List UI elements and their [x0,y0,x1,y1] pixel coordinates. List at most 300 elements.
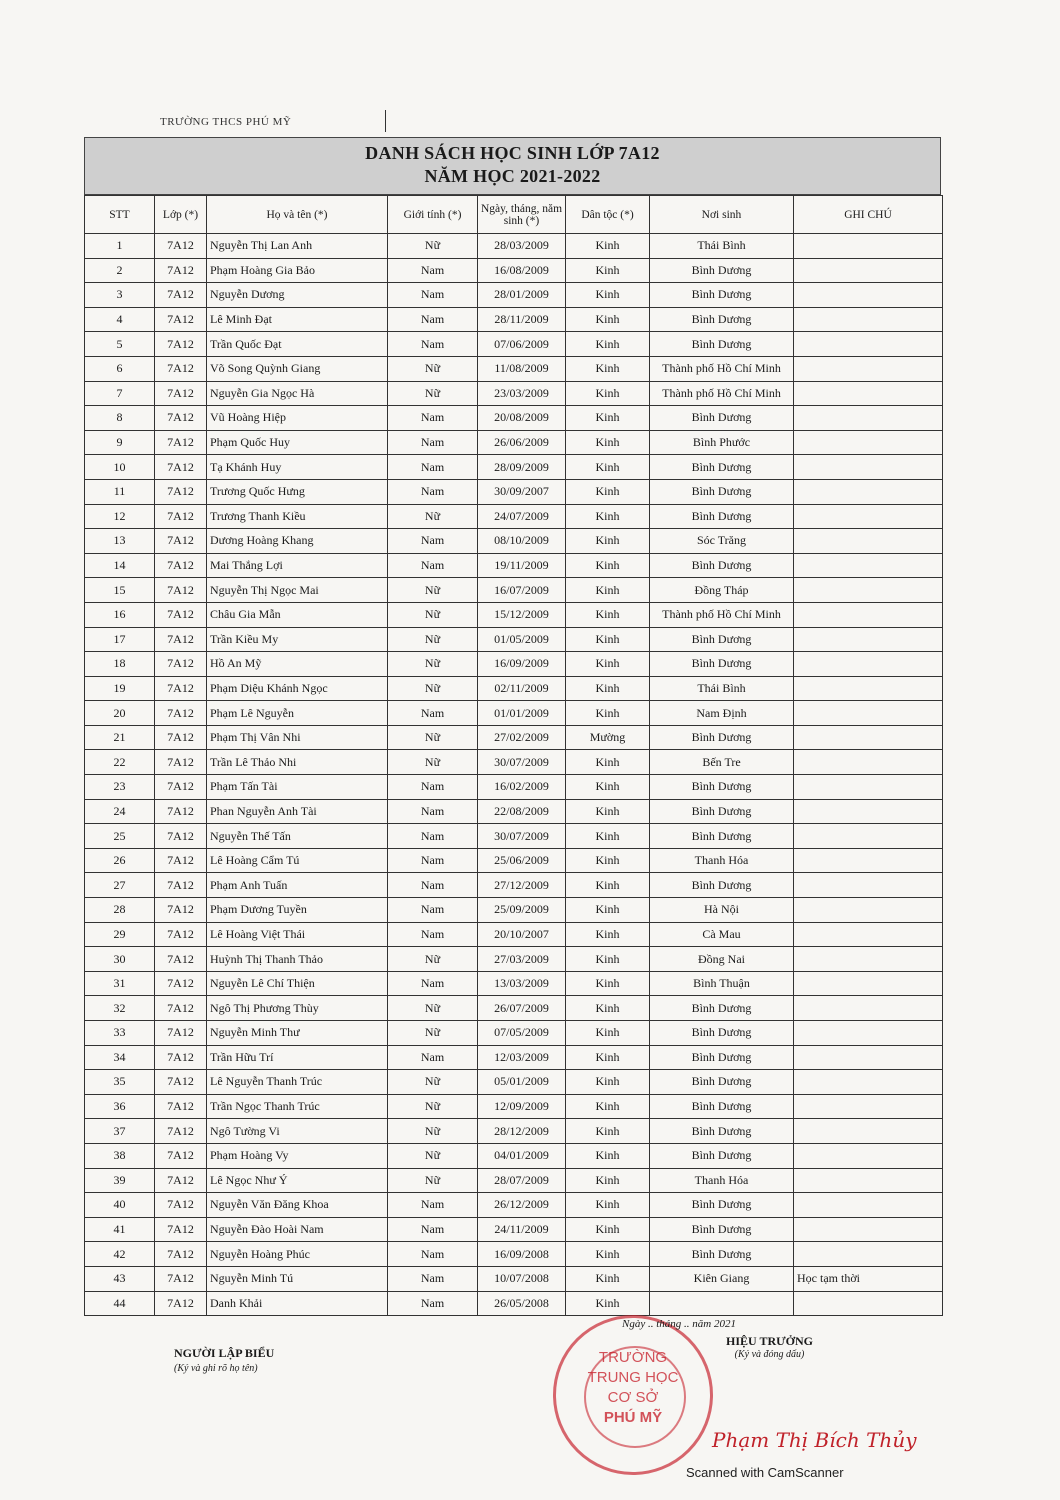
table-row [85,775,943,800]
ethnicity-cell: Kinh [566,1045,650,1070]
table-row [85,332,943,357]
note-cell [794,258,943,283]
stt-cell: 8 [85,406,155,431]
birthplace-cell: Bình Dương [650,996,794,1021]
birthplace-cell: Thái Bình [650,234,794,259]
column-header: Họ và tên (*) [207,196,388,234]
dob-cell: 10/07/2008 [478,1266,566,1291]
birthplace-cell: Bình Dương [650,332,794,357]
birthplace-cell [650,1291,794,1316]
class-cell: 7A12 [155,1291,207,1316]
birthplace-cell: Nam Định [650,701,794,726]
dob-cell: 30/09/2007 [478,479,566,504]
name-cell: Ngô Thị Phương Thùy [207,996,388,1021]
principal-signature-name: Phạm Thị Bích Thủy [712,1428,917,1452]
table-row [85,406,943,431]
class-cell: 7A12 [155,504,207,529]
stt-cell: 36 [85,1094,155,1119]
principal-block [726,1334,813,1360]
stt-cell: 44 [85,1291,155,1316]
gender-cell: Nữ [388,1094,478,1119]
class-cell: 7A12 [155,1045,207,1070]
gender-cell: Nam [388,1266,478,1291]
stt-cell: 12 [85,504,155,529]
stt-cell: 5 [85,332,155,357]
dob-cell: 16/09/2008 [478,1242,566,1267]
birthplace-cell: Bình Dương [650,1193,794,1218]
stt-cell: 39 [85,1168,155,1193]
ethnicity-cell: Kinh [566,947,650,972]
ethnicity-cell: Kinh [566,529,650,554]
gender-cell: Nữ [388,652,478,677]
class-cell: 7A12 [155,676,207,701]
gender-cell: Nam [388,1291,478,1316]
class-cell: 7A12 [155,258,207,283]
stt-cell: 19 [85,676,155,701]
note-cell [794,529,943,554]
student-table [84,195,943,1316]
birthplace-cell: Thành phố Hồ Chí Minh [650,381,794,406]
dob-cell: 02/11/2009 [478,676,566,701]
birthplace-cell: Thái Bình [650,676,794,701]
column-header: Lớp (*) [155,196,207,234]
gender-cell: Nam [388,873,478,898]
table-row [85,455,943,480]
class-cell: 7A12 [155,1143,207,1168]
note-cell [794,701,943,726]
preparer-title: NGƯỜI LẬP BIỂU [174,1346,275,1360]
birthplace-cell: Bình Dương [650,1094,794,1119]
dob-cell: 30/07/2009 [478,750,566,775]
dob-cell: 26/07/2009 [478,996,566,1021]
note-cell [794,504,943,529]
table-row [85,430,943,455]
class-cell: 7A12 [155,430,207,455]
document-subtitle: NĂM HỌC 2021-2022 [424,166,601,186]
stt-cell: 23 [85,775,155,800]
class-cell: 7A12 [155,1168,207,1193]
name-cell: Châu Gia Mẫn [207,602,388,627]
name-cell: Lê Minh Đạt [207,307,388,332]
date-line: Ngày .. tháng .. năm 2021 [622,1318,736,1330]
birthplace-cell: Bình Dương [650,652,794,677]
table-row [85,652,943,677]
ethnicity-cell: Kinh [566,898,650,923]
ethnicity-cell: Kinh [566,332,650,357]
birthplace-cell: Thanh Hóa [650,1168,794,1193]
ethnicity-cell: Kinh [566,1119,650,1144]
table-row [85,234,943,259]
gender-cell: Nam [388,848,478,873]
birthplace-cell: Bình Thuận [650,971,794,996]
gender-cell: Nam [388,283,478,308]
note-cell [794,553,943,578]
birthplace-cell: Sóc Trăng [650,529,794,554]
ethnicity-cell: Kinh [566,1094,650,1119]
gender-cell: Nữ [388,627,478,652]
gender-cell: Nam [388,799,478,824]
table-header-row [85,196,943,234]
stamp-line: PHÚ MỸ [603,1409,663,1426]
dob-cell: 26/12/2009 [478,1193,566,1218]
stt-cell: 7 [85,381,155,406]
class-cell: 7A12 [155,455,207,480]
table-row [85,1217,943,1242]
name-cell: Phạm Thị Vân Nhi [207,725,388,750]
table-row [85,1045,943,1070]
gender-cell: Nữ [388,1119,478,1144]
dob-cell: 01/05/2009 [478,627,566,652]
birthplace-cell: Bình Dương [650,1119,794,1144]
table-row [85,701,943,726]
note-cell [794,922,943,947]
stt-cell: 24 [85,799,155,824]
stt-cell: 10 [85,455,155,480]
stt-cell: 33 [85,1021,155,1046]
note-cell [794,578,943,603]
stt-cell: 20 [85,701,155,726]
principal-note: (Ký và đóng dấu) [734,1349,805,1360]
gender-cell: Nam [388,553,478,578]
stt-cell: 40 [85,1193,155,1218]
dob-cell: 28/07/2009 [478,1168,566,1193]
ethnicity-cell: Kinh [566,775,650,800]
gender-cell: Nam [388,1045,478,1070]
birthplace-cell: Bình Dương [650,1217,794,1242]
gender-cell: Nam [388,455,478,480]
table-row [85,922,943,947]
ethnicity-cell: Kinh [566,234,650,259]
stt-cell: 3 [85,283,155,308]
note-cell [794,1045,943,1070]
gender-cell: Nữ [388,504,478,529]
table-row [85,504,943,529]
stt-cell: 31 [85,971,155,996]
ethnicity-cell: Kinh [566,799,650,824]
name-cell: Nguyễn Minh Tú [207,1266,388,1291]
dob-cell: 08/10/2009 [478,529,566,554]
stt-cell: 15 [85,578,155,603]
table-row [85,873,943,898]
birthplace-cell: Bình Phước [650,430,794,455]
gender-cell: Nữ [388,1021,478,1046]
birthplace-cell: Bình Dương [650,1242,794,1267]
divider [385,110,386,132]
dob-cell: 16/09/2009 [478,652,566,677]
ethnicity-cell: Kinh [566,602,650,627]
name-cell: Lê Hoàng Cẩm Tú [207,848,388,873]
stt-cell: 34 [85,1045,155,1070]
note-cell [794,971,943,996]
ethnicity-cell: Kinh [566,750,650,775]
note-cell [794,479,943,504]
class-cell: 7A12 [155,1266,207,1291]
note-cell [794,1217,943,1242]
class-cell: 7A12 [155,701,207,726]
table-row [85,602,943,627]
class-cell: 7A12 [155,283,207,308]
gender-cell: Nữ [388,947,478,972]
birthplace-cell: Bình Dương [650,799,794,824]
note-cell [794,676,943,701]
gender-cell: Nam [388,922,478,947]
dob-cell: 15/12/2009 [478,602,566,627]
column-header: Nơi sinh [650,196,794,234]
ethnicity-cell: Kinh [566,1143,650,1168]
birthplace-cell: Đồng Tháp [650,578,794,603]
gender-cell: Nam [388,479,478,504]
stt-cell: 25 [85,824,155,849]
note-cell [794,1168,943,1193]
school-stamp [553,1315,713,1475]
class-cell: 7A12 [155,1242,207,1267]
gender-cell: Nữ [388,381,478,406]
note-cell [794,1070,943,1095]
dob-cell: 25/06/2009 [478,848,566,873]
ethnicity-cell: Kinh [566,381,650,406]
dob-cell: 16/08/2009 [478,258,566,283]
dob-cell: 28/01/2009 [478,283,566,308]
note-cell [794,775,943,800]
class-cell: 7A12 [155,750,207,775]
note-cell [794,1119,943,1144]
class-cell: 7A12 [155,848,207,873]
principal-title: HIỆU TRƯỞNG [726,1334,814,1348]
class-cell: 7A12 [155,1217,207,1242]
dob-cell: 20/10/2007 [478,922,566,947]
gender-cell: Nam [388,258,478,283]
birthplace-cell: Bình Dương [650,504,794,529]
name-cell: Lê Ngọc Như Ý [207,1168,388,1193]
dob-cell: 13/03/2009 [478,971,566,996]
class-cell: 7A12 [155,381,207,406]
gender-cell: Nam [388,332,478,357]
birthplace-cell: Bình Dương [650,873,794,898]
class-cell: 7A12 [155,1094,207,1119]
birthplace-cell: Bình Dương [650,1021,794,1046]
name-cell: Trần Quốc Đạt [207,332,388,357]
class-cell: 7A12 [155,406,207,431]
table-row [85,529,943,554]
name-cell: Danh Khải [207,1291,388,1316]
note-cell [794,1021,943,1046]
class-cell: 7A12 [155,922,207,947]
gender-cell: Nam [388,775,478,800]
gender-cell: Nam [388,898,478,923]
gender-cell: Nam [388,307,478,332]
stt-cell: 17 [85,627,155,652]
class-cell: 7A12 [155,1193,207,1218]
dob-cell: 28/03/2009 [478,234,566,259]
table-row [85,1119,943,1144]
birthplace-cell: Bình Dương [650,258,794,283]
class-cell: 7A12 [155,898,207,923]
class-cell: 7A12 [155,529,207,554]
table-row [85,1193,943,1218]
note-cell [794,652,943,677]
note-cell [794,824,943,849]
note-cell [794,602,943,627]
table-row [85,898,943,923]
ethnicity-cell: Kinh [566,1242,650,1267]
gender-cell: Nam [388,701,478,726]
class-cell: 7A12 [155,1021,207,1046]
gender-cell: Nữ [388,750,478,775]
ethnicity-cell: Kinh [566,1266,650,1291]
ethnicity-cell: Kinh [566,479,650,504]
stt-cell: 1 [85,234,155,259]
name-cell: Phan Nguyễn Anh Tài [207,799,388,824]
ethnicity-cell: Kinh [566,922,650,947]
name-cell: Phạm Dương Tuyền [207,898,388,923]
table-row [85,1291,943,1316]
gender-cell: Nữ [388,725,478,750]
class-cell: 7A12 [155,1119,207,1144]
class-cell: 7A12 [155,873,207,898]
table-row [85,799,943,824]
column-header: Ngày, tháng, năm sinh (*) [478,196,566,234]
scanner-watermark: Scanned with CamScanner [686,1465,844,1480]
birthplace-cell: Bình Dương [650,1143,794,1168]
dob-cell: 27/03/2009 [478,947,566,972]
ethnicity-cell: Kinh [566,652,650,677]
note-cell [794,1291,943,1316]
table-row [85,725,943,750]
table-row [85,676,943,701]
birthplace-cell: Thành phố Hồ Chí Minh [650,602,794,627]
table-row [85,627,943,652]
preparer-note: (Ký và ghi rõ họ tên) [174,1363,258,1374]
dob-cell: 19/11/2009 [478,553,566,578]
ethnicity-cell: Kinh [566,553,650,578]
ethnicity-cell: Kinh [566,283,650,308]
birthplace-cell: Bến Tre [650,750,794,775]
name-cell: Nguyễn Đào Hoài Nam [207,1217,388,1242]
class-cell: 7A12 [155,553,207,578]
gender-cell: Nam [388,824,478,849]
table-row [85,1266,943,1291]
ethnicity-cell: Kinh [566,1291,650,1316]
note-cell [794,1143,943,1168]
gender-cell: Nữ [388,1070,478,1095]
stt-cell: 18 [85,652,155,677]
dob-cell: 20/08/2009 [478,406,566,431]
dob-cell: 26/05/2008 [478,1291,566,1316]
note-cell [794,234,943,259]
note-cell [794,725,943,750]
name-cell: Lê Nguyễn Thanh Trúc [207,1070,388,1095]
class-cell: 7A12 [155,996,207,1021]
name-cell: Tạ Khánh Huy [207,455,388,480]
table-row [85,307,943,332]
class-cell: 7A12 [155,971,207,996]
birthplace-cell: Thanh Hóa [650,848,794,873]
stt-cell: 41 [85,1217,155,1242]
gender-cell: Nam [388,430,478,455]
class-cell: 7A12 [155,578,207,603]
school-name: TRƯỜNG THCS PHÚ MỸ [160,116,292,128]
name-cell: Trương Quốc Hưng [207,479,388,504]
birthplace-cell: Hà Nội [650,898,794,923]
ethnicity-cell: Kinh [566,824,650,849]
gender-cell: Nam [388,529,478,554]
ethnicity-cell: Kinh [566,307,650,332]
table-row [85,553,943,578]
dob-cell: 27/02/2009 [478,725,566,750]
note-cell [794,627,943,652]
name-cell: Hồ An Mỹ [207,652,388,677]
birthplace-cell: Bình Dương [650,1070,794,1095]
note-cell [794,332,943,357]
dob-cell: 23/03/2009 [478,381,566,406]
table-row [85,1094,943,1119]
name-cell: Trần Kiều My [207,627,388,652]
class-cell: 7A12 [155,307,207,332]
table-row [85,1143,943,1168]
name-cell: Nguyễn Gia Ngọc Hà [207,381,388,406]
name-cell: Trần Lê Thảo Nhi [207,750,388,775]
note-cell [794,1094,943,1119]
stt-cell: 9 [85,430,155,455]
stt-cell: 6 [85,356,155,381]
table-row [85,258,943,283]
ethnicity-cell: Kinh [566,1217,650,1242]
note-cell [794,381,943,406]
name-cell: Nguyễn Dương [207,283,388,308]
stt-cell: 43 [85,1266,155,1291]
birthplace-cell: Bình Dương [650,406,794,431]
table-row [85,947,943,972]
ethnicity-cell: Kinh [566,406,650,431]
name-cell: Vũ Hoàng Hiệp [207,406,388,431]
class-cell: 7A12 [155,602,207,627]
dob-cell: 28/09/2009 [478,455,566,480]
column-header: Dân tộc (*) [566,196,650,234]
name-cell: Nguyễn Hoàng Phúc [207,1242,388,1267]
dob-cell: 07/06/2009 [478,332,566,357]
class-cell: 7A12 [155,652,207,677]
dob-cell: 22/08/2009 [478,799,566,824]
gender-cell: Nam [388,971,478,996]
dob-cell: 26/06/2009 [478,430,566,455]
table-row [85,381,943,406]
note-cell [794,430,943,455]
name-cell: Lê Hoàng Việt Thái [207,922,388,947]
note-cell [794,848,943,873]
table-row [85,971,943,996]
gender-cell: Nữ [388,356,478,381]
name-cell: Phạm Diệu Khánh Ngọc [207,676,388,701]
dob-cell: 24/11/2009 [478,1217,566,1242]
class-cell: 7A12 [155,947,207,972]
birthplace-cell: Thành phố Hồ Chí Minh [650,356,794,381]
note-cell [794,873,943,898]
name-cell: Nguyễn Thị Ngọc Mai [207,578,388,603]
stamp-line: TRƯỜNG [598,1349,668,1366]
class-cell: 7A12 [155,824,207,849]
name-cell: Phạm Tấn Tài [207,775,388,800]
gender-cell: Nữ [388,234,478,259]
name-cell: Phạm Quốc Huy [207,430,388,455]
ethnicity-cell: Kinh [566,504,650,529]
gender-cell: Nữ [388,578,478,603]
dob-cell: 01/01/2009 [478,701,566,726]
table-row [85,1168,943,1193]
name-cell: Ngô Tường Vi [207,1119,388,1144]
note-cell [794,947,943,972]
table-row [85,1021,943,1046]
table-row [85,283,943,308]
